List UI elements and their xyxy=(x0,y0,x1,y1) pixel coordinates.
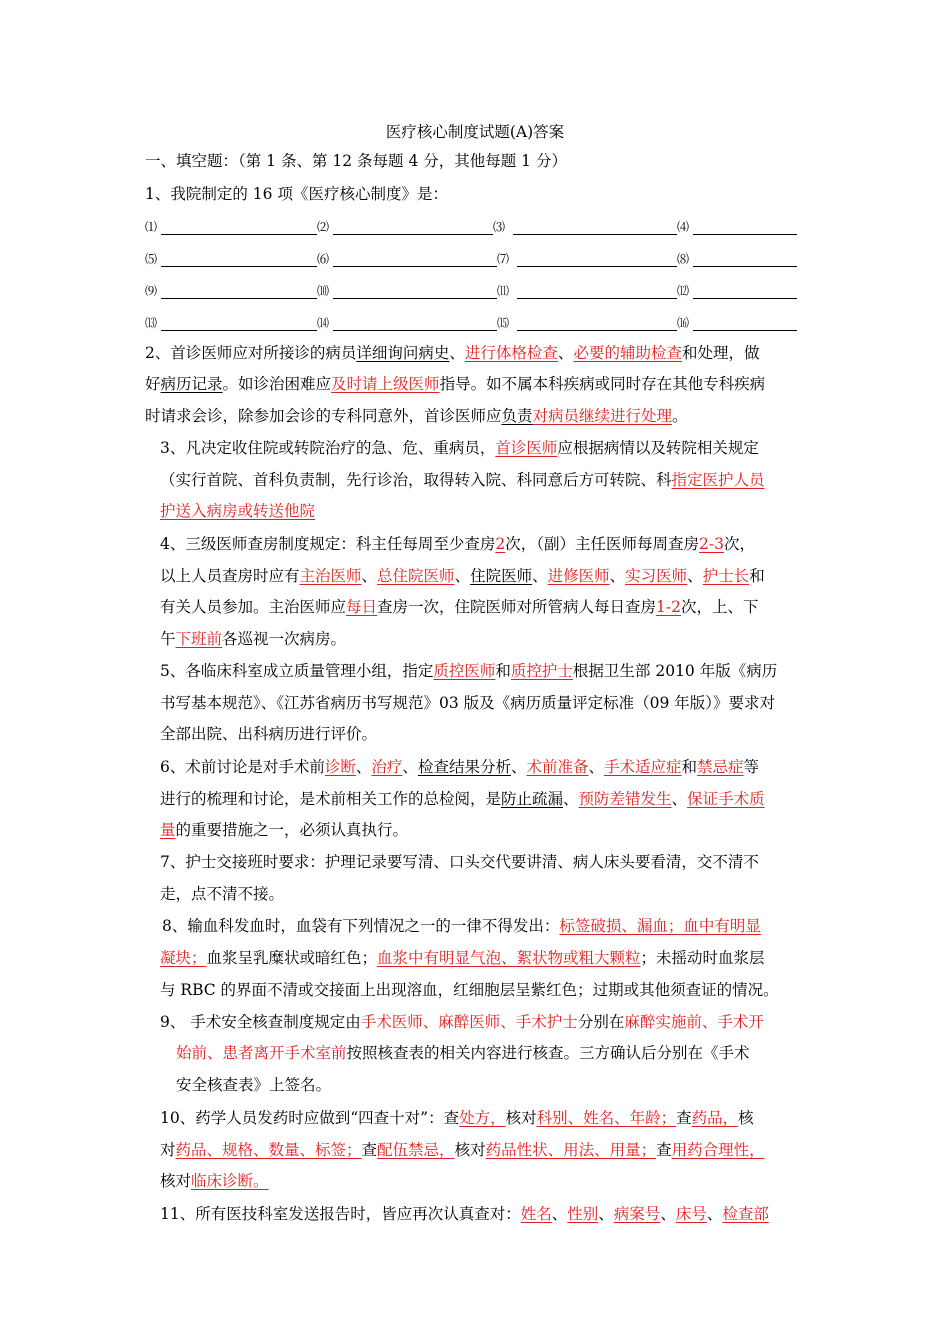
blank-label: ⑷ xyxy=(677,220,690,234)
answer: 指定医护人员 xyxy=(671,471,765,489)
answer: 检查结果分析 xyxy=(417,758,511,776)
answer: 姓名 xyxy=(520,1205,552,1223)
answer: 及时请上级医师 xyxy=(331,375,440,393)
question-10-line-2: 对药品、规格、数量、标签；查配伍禁忌，核对药品性状、用法、用量；查用药合理性， xyxy=(160,1141,765,1159)
question-9-line-2: 始前、患者离开手术室前按照核查表的相关内容进行核查。三方确认后分别在《手术 xyxy=(176,1044,750,1062)
answer: 凝块； xyxy=(160,949,207,967)
question-5-line-3: 全部出院、出科病历进行评价。 xyxy=(160,725,378,743)
answer: 手术医师、麻醉医师、手术护士 xyxy=(360,1013,578,1031)
answer: 进行体格检查 xyxy=(464,344,558,362)
answer: 病历记录 xyxy=(160,375,223,393)
answer: 性别 xyxy=(567,1205,599,1223)
answer: 负责 xyxy=(501,407,533,425)
blank-label: ⑾ xyxy=(497,284,510,298)
answer: 始前、患者离开手术室前 xyxy=(176,1044,347,1062)
answer: 禁忌症 xyxy=(697,758,744,776)
section-heading: 一、填空题：（第 1 条、第 12 条每题 4 分，其他每题 1 分） xyxy=(145,152,567,170)
answer: 血浆中有明显气泡、絮状物或粗大颗粒 xyxy=(377,949,641,967)
question-4-line-1: 4、三级医师查房制度规定：科主任每周至少查房2次，（副）主任医师每周查房2-3次， xyxy=(160,535,755,553)
question-9-line-1: 9、 手术安全核查制度规定由手术医师、麻醉医师、手术护士分别在麻醉实施前、手术开 xyxy=(160,1013,764,1031)
page-title: 医疗核心制度试题(A)答案 xyxy=(385,123,565,141)
question-6-line-1: 6、术前讨论是对手术前诊断、治疗、检查结果分析、术前准备、手术适应症和禁忌症等 xyxy=(160,758,760,776)
question-6-line-3: 量的重要措施之一，必须认真执行。 xyxy=(160,821,409,839)
blank-label: ⑽ xyxy=(317,284,330,298)
answer: 检查部 xyxy=(722,1205,769,1223)
blank-grid xyxy=(145,279,810,299)
answer: 量 xyxy=(160,821,176,839)
question-10-line-3: 核对临床诊断。 xyxy=(160,1172,269,1190)
answer: 详细询问病史 xyxy=(356,344,450,362)
answer: 2 xyxy=(495,535,506,553)
blank-label: ⑹ xyxy=(317,252,330,266)
answer: 预防差错发生 xyxy=(578,790,672,808)
answer: 护士长 xyxy=(702,567,750,585)
question-8-line-3: 与 RBC 的界面不清或交接面上出现溶血，红细胞层呈紫红色；过期或其他须查证的情况。 xyxy=(160,981,779,999)
answer: 主治医师 xyxy=(299,567,362,585)
question-5-line-2: 书写基本规范》、《江苏省病历书写规范》03 版及《病历质量评定标准（09 年版）》要求对 xyxy=(160,694,776,712)
answer: 用药合理性， xyxy=(671,1141,765,1159)
blank-label: ⒁ xyxy=(317,316,330,330)
blank-label: ⑼ xyxy=(145,284,158,298)
question-5-line-1: 5、各临床科室成立质量管理小组，指定质控医师和质控护士根据卫生部 2010 年版《病历 xyxy=(160,662,778,680)
question-4-line-3: 有关人员参加。主治医师应每日查房一次，住院医师对所管病人每日查房1-2次，上、下 xyxy=(160,598,759,616)
answer: 质控医师 xyxy=(433,662,496,680)
answer: 防止疏漏 xyxy=(501,790,564,808)
blank-label: ⑴ xyxy=(145,220,158,234)
answer: 标签破损、漏血；血中有明显 xyxy=(559,917,761,935)
question-4-line-2: 以上人员查房时应有主治医师、总住院医师、住院医师、进修医师、实习医师、护士长和 xyxy=(160,567,765,585)
answer: 质控护士 xyxy=(510,662,573,680)
blank-label: ⒂ xyxy=(497,316,510,330)
answer: 诊断 xyxy=(324,758,356,776)
blank-label: ⑺ xyxy=(497,252,510,266)
answer: 科别、姓名、年龄； xyxy=(536,1109,677,1127)
question-7-line-2: 走，点不清不接。 xyxy=(160,885,285,903)
blank-label: ⒃ xyxy=(677,316,690,330)
answer: 下班前 xyxy=(175,630,223,648)
question-3-line-1: 3、凡决定收住院或转院治疗的急、危、重病员，首诊医师应根据病情以及转院相关规定 xyxy=(160,439,759,457)
blank-label: ⑿ xyxy=(677,284,690,298)
blank-grid xyxy=(145,311,810,331)
answer: 2-3 xyxy=(699,535,724,553)
blank-row xyxy=(145,215,810,235)
question-7-line-1: 7、护士交接班时要求：护理记录要写清、口头交代要讲清、病人床头要看清，交不清不 xyxy=(160,853,759,871)
blank-row xyxy=(145,247,810,267)
question-6-line-2: 进行的梳理和讨论，是术前相关工作的总检阅，是防止疏漏、预防差错发生、保证手术质 xyxy=(160,790,765,808)
blank-label: ⑵ xyxy=(317,220,330,234)
question-2-line-2: 好病历记录。如诊治困难应及时请上级医师指导。如不属本科疾病或同时存在其他专科疾病 xyxy=(145,375,766,393)
blank-label: ⒀ xyxy=(145,316,158,330)
blank-row xyxy=(145,279,810,299)
blank-row xyxy=(145,311,810,331)
question-8-line-2: 凝块；血浆呈乳糜状或暗红色；血浆中有明显气泡、絮状物或粗大颗粒；未摇动时血浆层 xyxy=(160,949,765,967)
question-11-line-1: 11、所有医技科室发送报告时，皆应再次认真查对：姓名、性别、病案号、床号、检查部 xyxy=(160,1205,769,1223)
answer: 实习医师 xyxy=(625,567,688,585)
answer: 处方， xyxy=(459,1109,506,1127)
blank-label: ⑸ xyxy=(145,252,158,266)
answer: 每日 xyxy=(346,598,378,616)
answer: 必要的辅助检查 xyxy=(573,344,682,362)
answer: 护送入病房或转送他院 xyxy=(160,502,316,520)
question-10-line-1: 10、药学人员发药时应做到“四查十对”：查处方，核对科别、姓名、年龄；查药品，核 xyxy=(160,1109,754,1127)
answer: 床号 xyxy=(675,1205,707,1223)
answer: 手术适应症 xyxy=(604,758,682,776)
question-3-line-2: （实行首院、首科负责制，先行诊治，取得转入院、科同意后方可转院、科指定医护人员 xyxy=(160,471,765,489)
question-3-line-3 xyxy=(160,501,815,521)
answer: 术前准备 xyxy=(526,758,589,776)
answer: 药品， xyxy=(691,1109,739,1127)
answer: 进修医师 xyxy=(547,567,610,585)
question-2-line-1: 2、首诊医师应对所接诊的病员详细询问病史、进行体格检查、必要的辅助检查和处理，做 xyxy=(145,344,760,362)
answer: 配伍禁忌， xyxy=(377,1141,455,1159)
question-9-line-3: 安全核查表》上签名。 xyxy=(176,1076,332,1094)
answer: 保证手术质 xyxy=(687,790,765,808)
answer: 治疗 xyxy=(371,758,403,776)
blank-label: ⑻ xyxy=(677,252,690,266)
question-8-line-1: 8、输血科发血时，血袋有下列情况之一的一律不得发出：标签破损、漏血；血中有明显 xyxy=(162,917,761,935)
answer: 对病员继续进行处理 xyxy=(532,407,673,425)
answer: 药品、规格、数量、标签； xyxy=(175,1141,362,1159)
question-2-line-3: 时请求会诊，除参加会诊的专科同意外，首诊医师应负责对病员继续进行处理。 xyxy=(145,407,688,425)
answer: 1-2 xyxy=(656,598,682,616)
answer: 病案号 xyxy=(613,1205,661,1223)
answer: 药品性状、用法、用量； xyxy=(485,1141,657,1159)
blank-grid xyxy=(145,247,810,267)
answer: 总住院医师 xyxy=(377,567,455,585)
answer: 麻醉实施前、手术开 xyxy=(624,1013,764,1031)
answer: 首诊医师 xyxy=(495,439,558,457)
answer: 临床诊断。 xyxy=(191,1172,269,1190)
blank-grid xyxy=(145,215,810,235)
question-1: 1、我院制定的 16 项《医疗核心制度》是： xyxy=(145,185,448,203)
question-4-line-4: 午下班前各巡视一次病房。 xyxy=(160,630,347,648)
blank-label: ⑶ xyxy=(493,220,506,234)
answer: 住院医师 xyxy=(470,567,533,585)
